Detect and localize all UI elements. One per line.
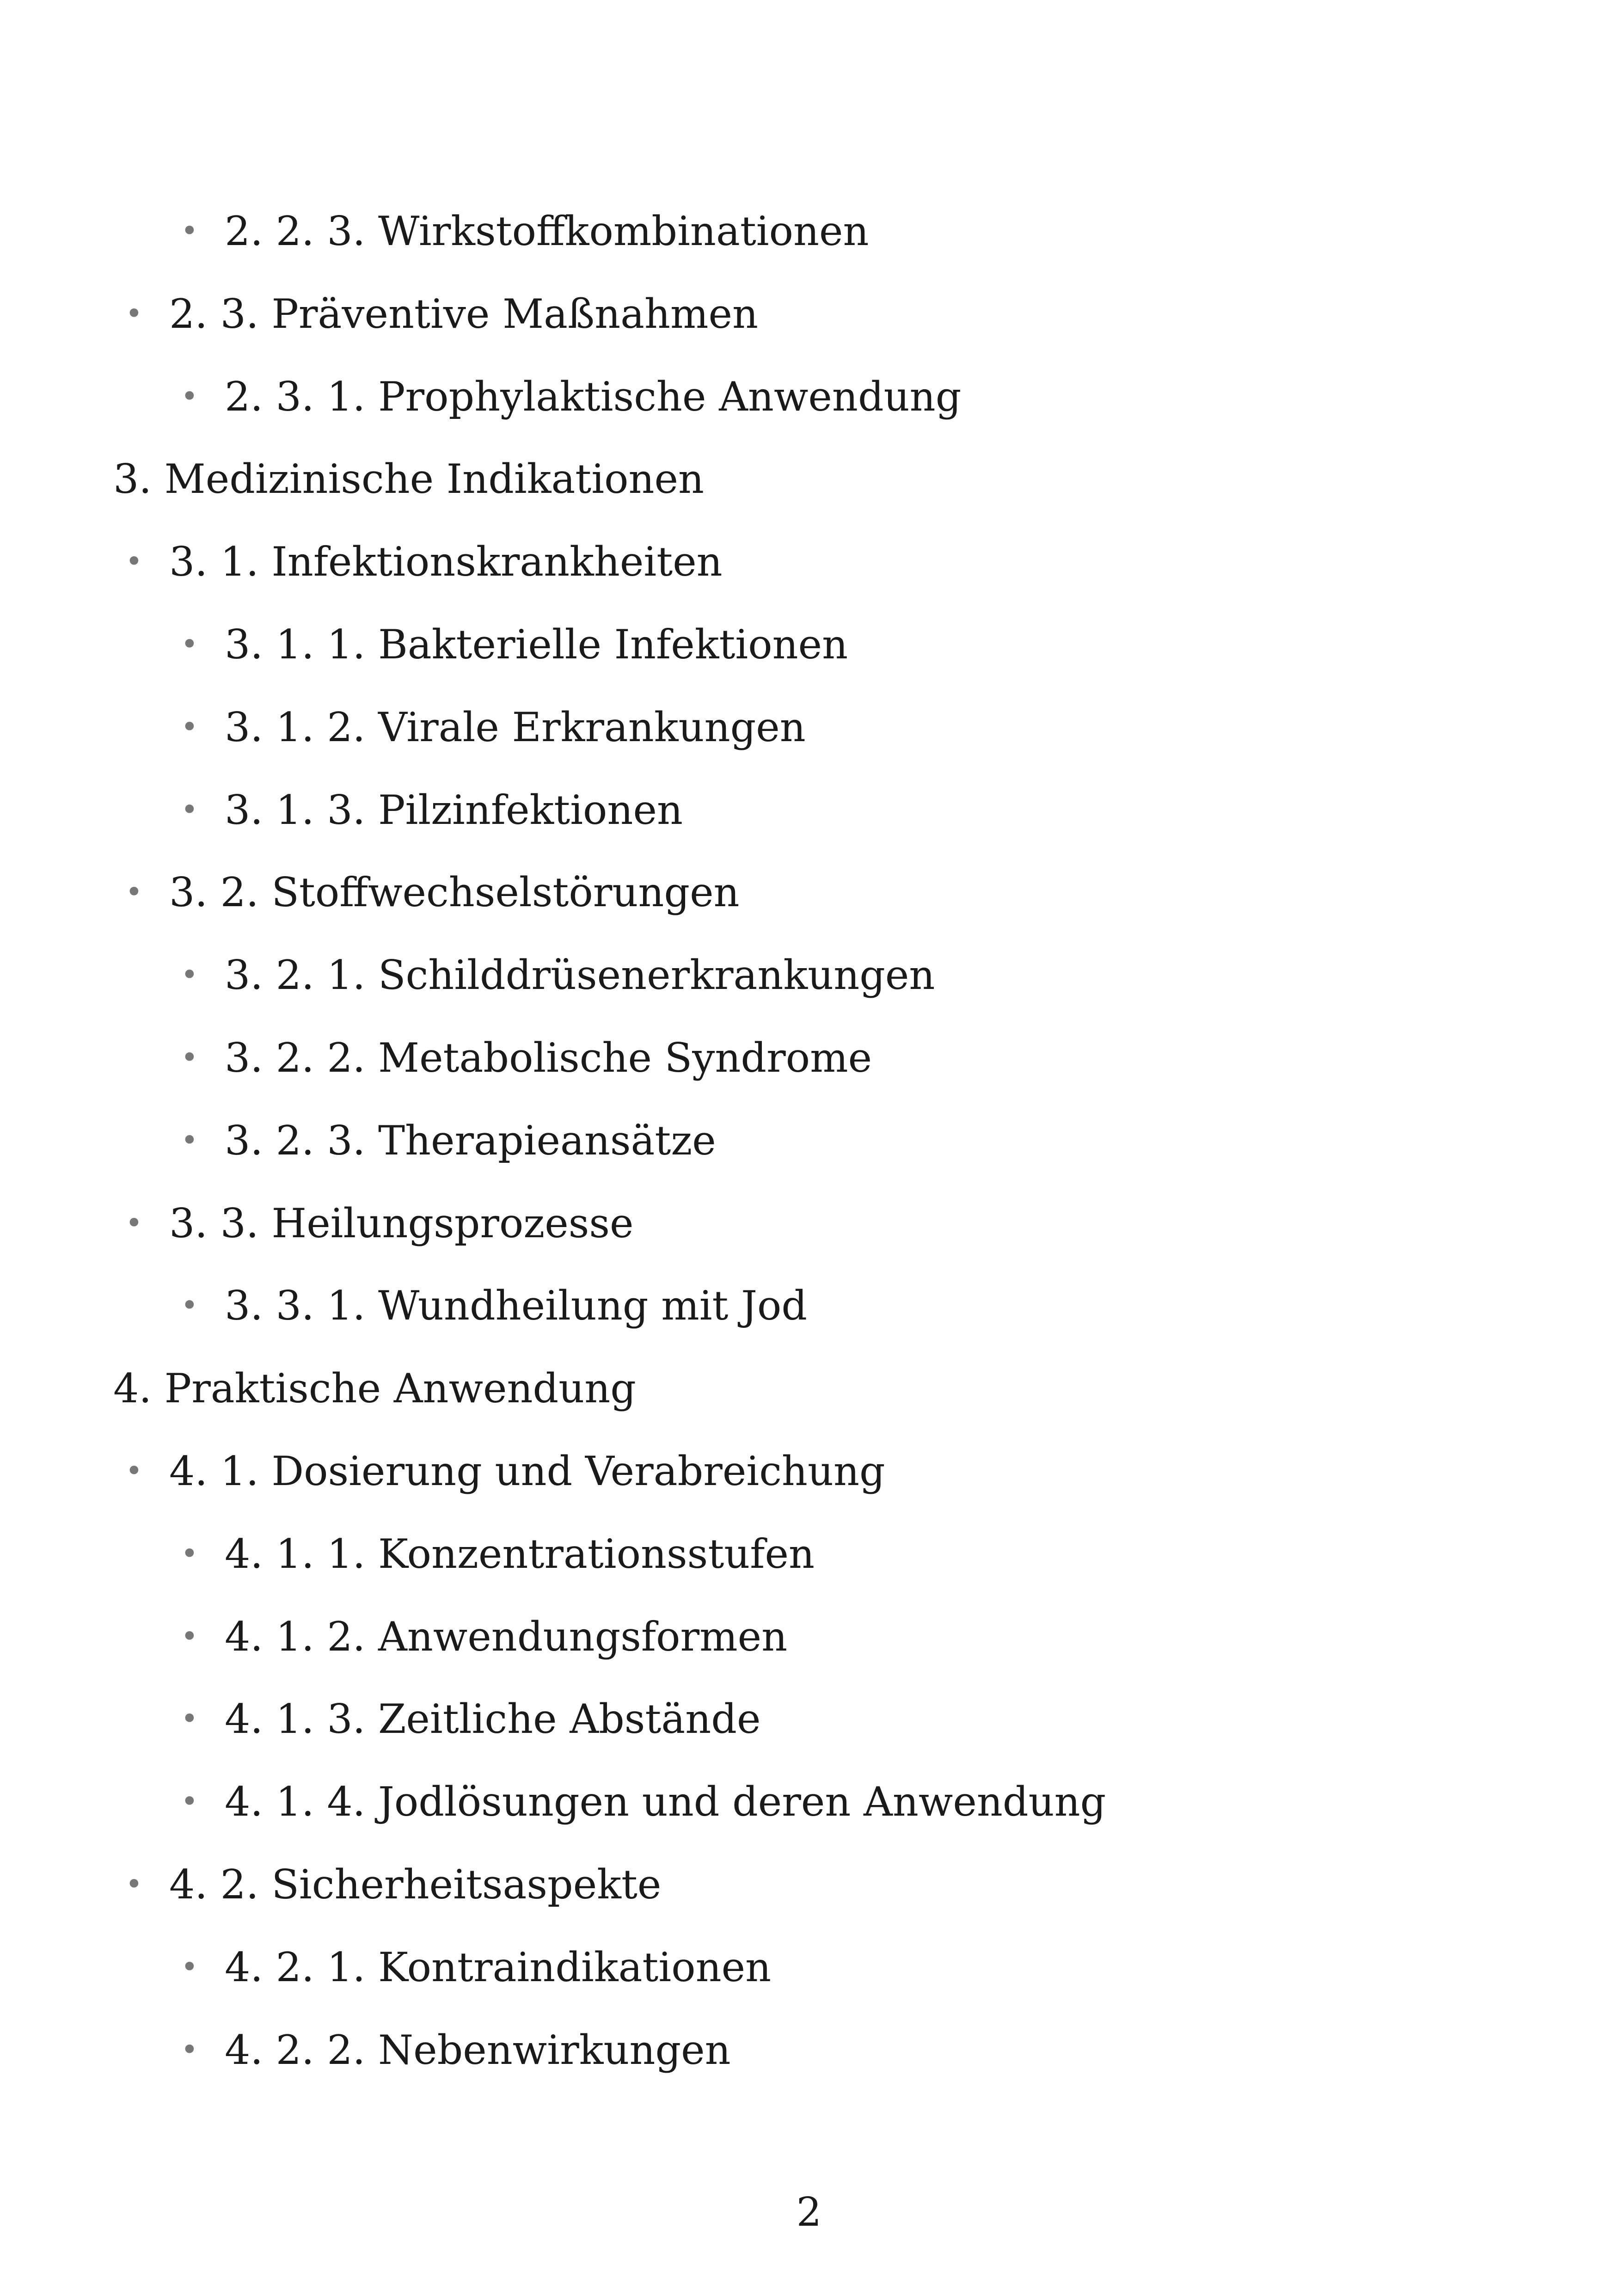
toc-entry[interactable]	[181, 1113, 716, 1168]
bullet-icon: •	[181, 2032, 198, 2067]
toc-entry[interactable]	[125, 534, 723, 589]
toc-entry[interactable]	[181, 369, 962, 424]
bullet-icon: •	[125, 545, 143, 579]
bullet-icon: •	[181, 1785, 198, 1819]
toc-entry-label: 4. Praktische Anwendung	[113, 1365, 636, 1412]
bullet-icon: •	[125, 1454, 143, 1488]
toc-entry[interactable]	[113, 451, 704, 507]
toc-entry[interactable]	[125, 286, 759, 342]
toc-entry-label: 3. 1. 3. Pilzinfektionen	[225, 786, 683, 834]
bullet-icon: •	[125, 1206, 143, 1240]
toc-entry[interactable]	[181, 617, 848, 672]
toc-entry[interactable]	[181, 1526, 815, 1582]
toc-entry-label: 3. 3. Heilungsprozesse	[169, 1199, 634, 1247]
toc-entry[interactable]	[181, 2022, 731, 2078]
bullet-icon: •	[181, 958, 198, 993]
toc-entry-label: 4. 1. Dosierung und Verabreichung	[169, 1448, 885, 1495]
bullet-icon: •	[181, 1619, 198, 1654]
page-number: 2	[796, 2189, 822, 2235]
toc-entry-label: 3. 2. 3. Therapieansätze	[225, 1117, 716, 1164]
toc-entry-label: 3. 3. 1. Wundheilung mit Jod	[225, 1282, 808, 1330]
toc-entry-label: 4. 1. 3. Zeitliche Abstände	[225, 1695, 761, 1743]
toc-entry-label: 3. 2. 1. Schilddrüsenerkrankungen	[225, 952, 935, 999]
bullet-icon: •	[181, 1536, 198, 1571]
bullet-icon: •	[125, 1867, 143, 1902]
toc-entry-label: 4. 2. 2. Nebenwirkungen	[225, 2026, 731, 2074]
toc-entry-label: 4. 2. 1. Kontraindikationen	[225, 1943, 772, 1991]
bullet-icon: •	[125, 296, 143, 331]
toc-entry[interactable]	[181, 782, 683, 838]
toc-entry-label: 2. 3. Präventive Maßnahmen	[169, 290, 759, 338]
toc-entry[interactable]	[125, 1196, 634, 1251]
toc-entry-label: 3. 1. 1. Bakterielle Infektionen	[225, 621, 848, 668]
bullet-icon: •	[181, 710, 198, 744]
toc-entry[interactable]	[125, 1857, 662, 1912]
toc-entry-label: 2. 2. 3. Wirkstoffkombinationen	[225, 208, 869, 255]
toc-entry-label: 4. 1. 2. Anwendungsformen	[225, 1613, 788, 1660]
bullet-icon: •	[181, 1123, 198, 1158]
toc-entry[interactable]	[181, 1691, 761, 1747]
toc-entry[interactable]	[113, 1361, 636, 1416]
bullet-icon: •	[181, 627, 198, 662]
bullet-icon: •	[181, 792, 198, 827]
toc-entry[interactable]	[181, 1030, 872, 1086]
toc-entry-label: 4. 1. 4. Jodlösungen und deren Anwendung	[225, 1778, 1106, 1826]
bullet-icon: •	[181, 214, 198, 248]
toc-entry[interactable]	[181, 1609, 788, 1664]
bullet-icon: •	[125, 875, 143, 910]
toc-entry-label: 4. 2. Sicherheitsaspekte	[169, 1861, 662, 1908]
bullet-icon: •	[181, 1041, 198, 1075]
toc-entry[interactable]	[181, 203, 869, 259]
toc-entry[interactable]	[181, 1774, 1106, 1829]
toc-entry-label: 3. 2. 2. Metabolische Syndrome	[225, 1034, 872, 1081]
bullet-icon: •	[181, 1702, 198, 1737]
bullet-icon: •	[181, 379, 198, 414]
toc-entry[interactable]	[181, 700, 806, 755]
bullet-icon: •	[181, 1289, 198, 1323]
toc-entry-label: 3. 1. Infektionskrankheiten	[169, 538, 723, 586]
toc-entry[interactable]	[181, 1278, 808, 1333]
toc-entry[interactable]	[125, 865, 740, 920]
toc-entry-label: 4. 1. 1. Konzentrationsstufen	[225, 1530, 815, 1578]
toc-entry[interactable]	[181, 1940, 772, 1995]
toc-entry-label: 2. 3. 1. Prophylaktische Anwendung	[225, 373, 962, 420]
toc-entry[interactable]	[181, 947, 935, 1003]
toc-entry-label: 3. 1. 2. Virale Erkrankungen	[225, 703, 806, 751]
toc-entry-label: 3. Medizinische Indikationen	[113, 455, 705, 503]
toc-entry-label: 3. 2. Stoffwechselstörungen	[169, 869, 740, 916]
toc-entry[interactable]	[125, 1443, 885, 1499]
bullet-icon: •	[181, 1950, 198, 1984]
